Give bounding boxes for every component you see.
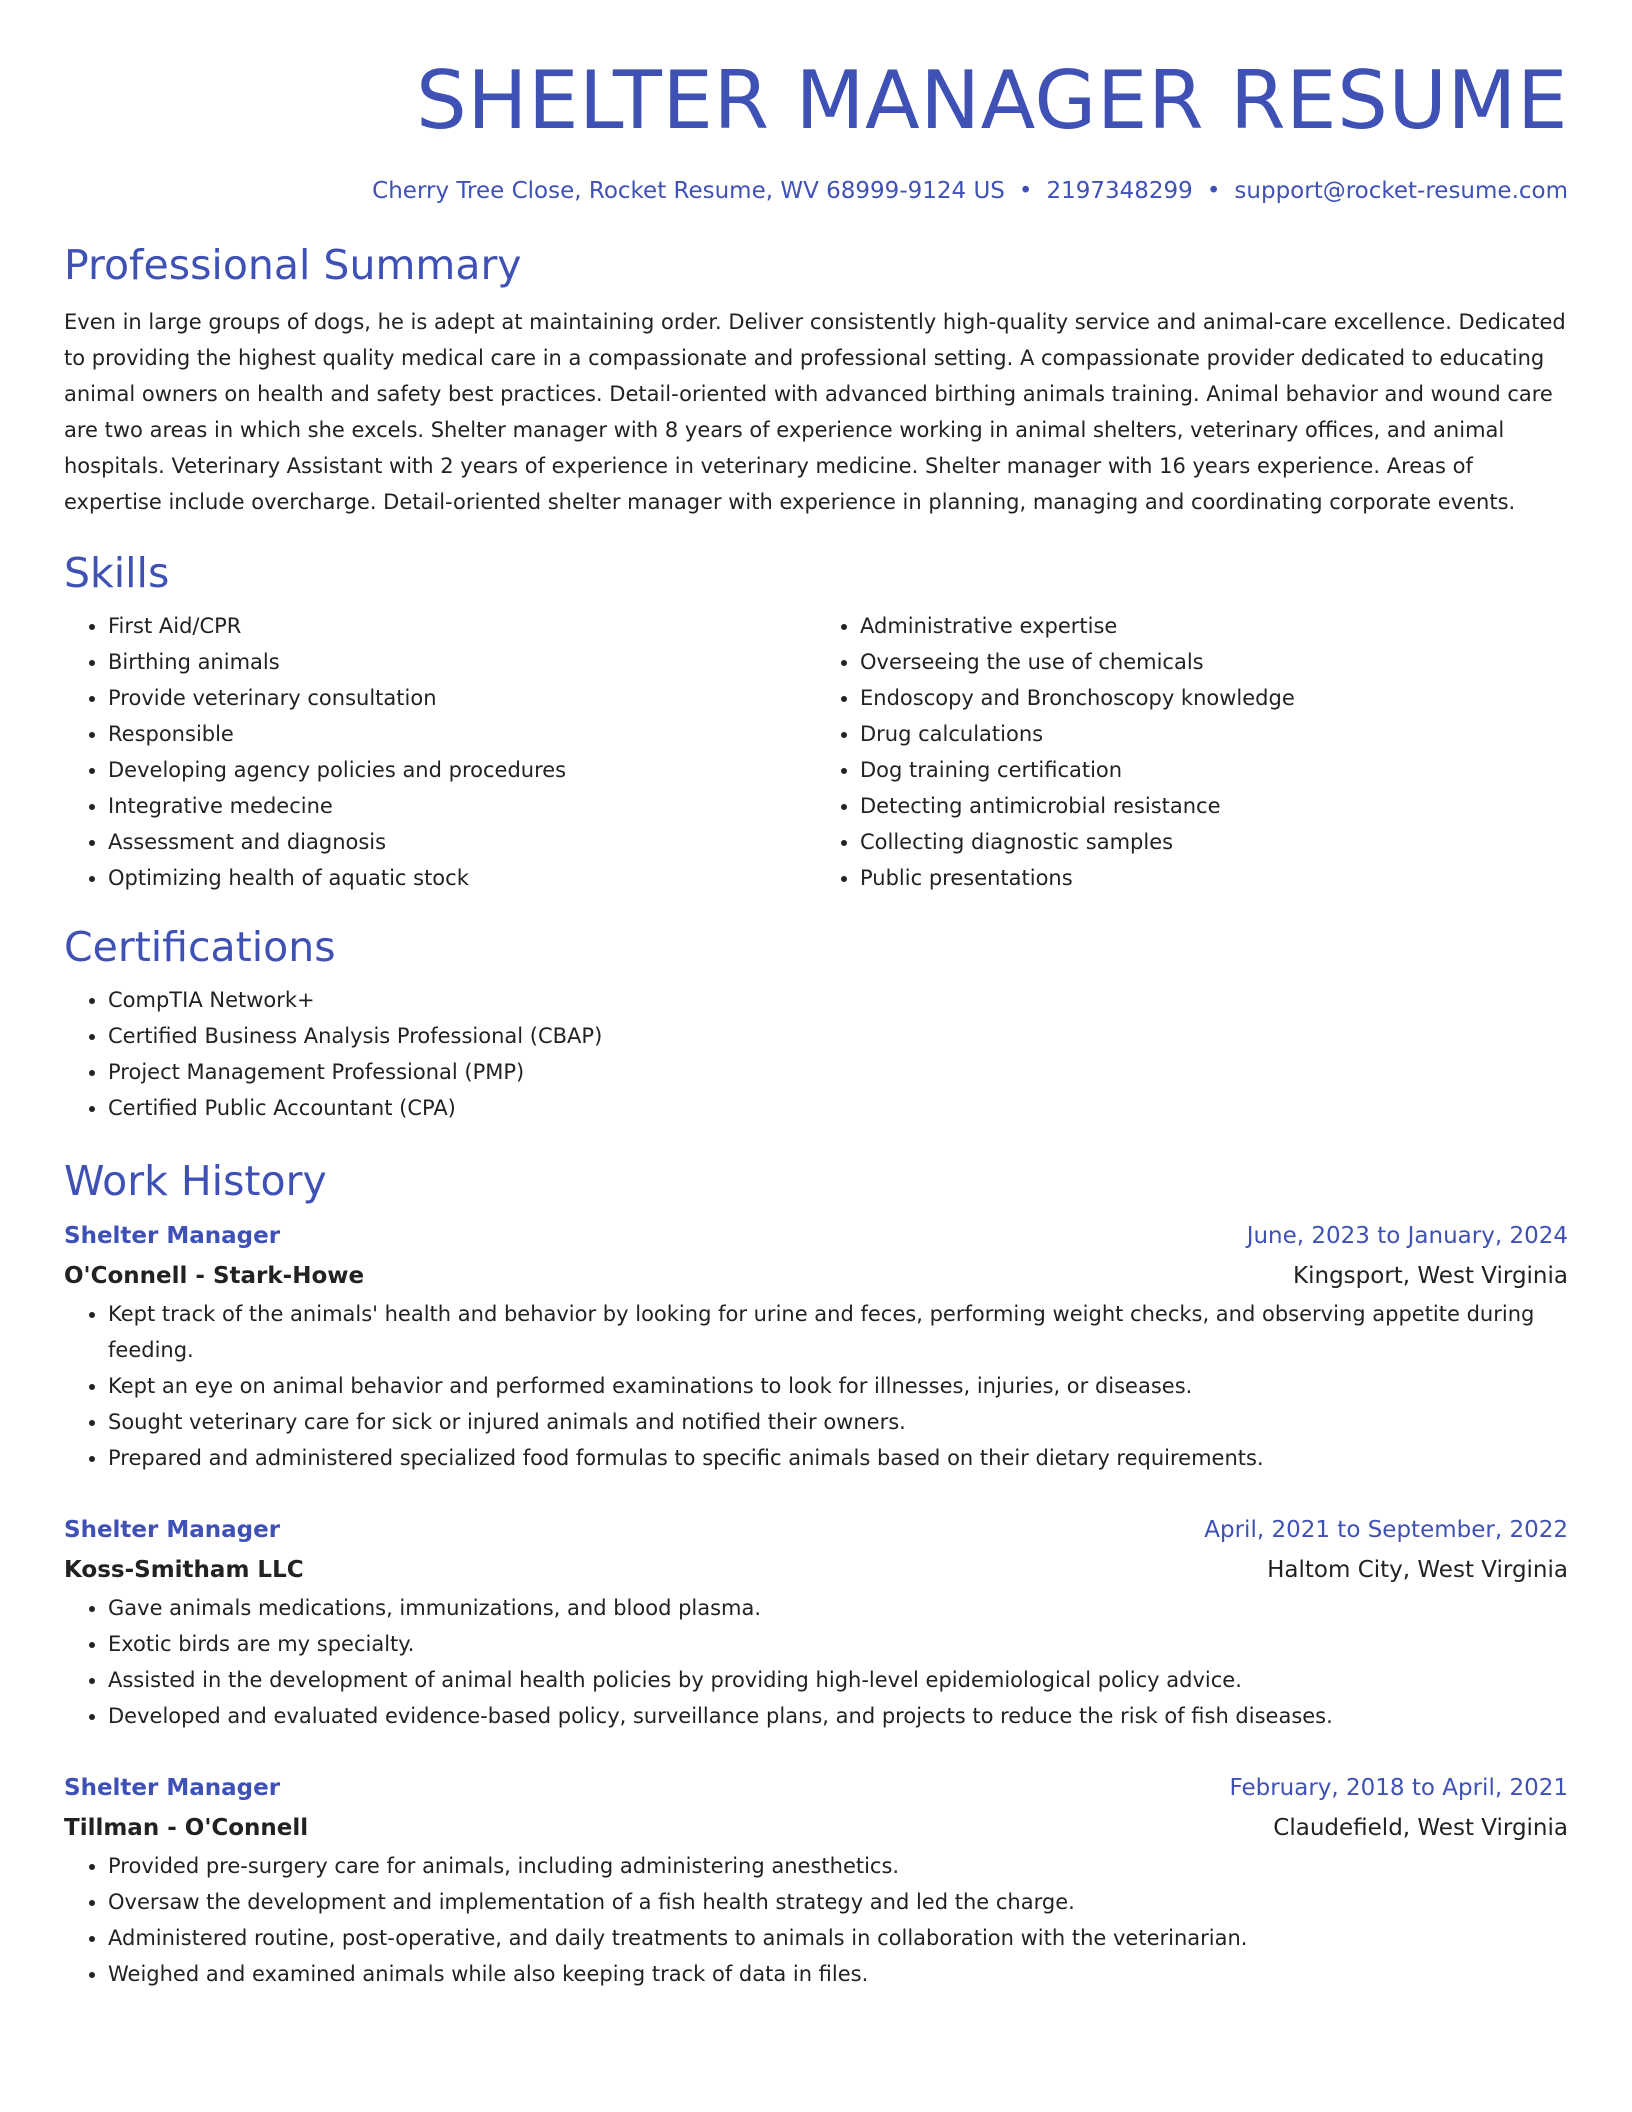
contact-address: Cherry Tree Close, Rocket Resume, WV 68999-9124 US <box>372 178 1005 204</box>
skill-item: • Assessment and diagnosis <box>108 824 816 860</box>
skill-item: • Integrative medecine <box>108 788 816 824</box>
skill-item: • Public presentations <box>860 860 1568 896</box>
skill-item: • Collecting diagnostic samples <box>860 824 1568 860</box>
contact-email[interactable]: support@rocket-resume.com <box>1234 178 1568 204</box>
skill-item: • Detecting antimicrobial resistance <box>860 788 1568 824</box>
job-location: Claudefield, West Virginia <box>1273 1815 1568 1841</box>
contact-phone: 2197348299 <box>1046 178 1193 204</box>
job-company: O'Connell - Stark-Howe <box>64 1263 365 1289</box>
job-entry <box>64 1510 1568 1734</box>
certifications-heading: Certifications <box>64 923 336 971</box>
skills-column-left <box>64 608 816 896</box>
certification-item: • Project Management Professional (PMP) <box>108 1054 1568 1090</box>
job-bullet: • Provided pre-surgery care for animals, including administering anesthetics. <box>108 1848 1568 1884</box>
contact-line <box>64 176 1568 206</box>
skills-section <box>64 548 1568 896</box>
skills-list-right <box>816 608 1568 896</box>
job-header-row <box>64 1768 1568 1808</box>
skills-column-right <box>816 608 1568 896</box>
job-entry <box>64 1768 1568 1992</box>
job-company-row <box>64 1256 1568 1296</box>
job-bullets <box>64 1848 1568 1992</box>
job-company-row <box>64 1808 1568 1848</box>
skill-item: • Endoscopy and Bronchoscopy knowledge <box>860 680 1568 716</box>
skills-heading: Skills <box>64 549 170 597</box>
work-history-section <box>64 1156 1568 1992</box>
summary-heading: Professional Summary <box>64 241 522 289</box>
job-header-row <box>64 1216 1568 1256</box>
summary-section <box>64 240 1568 520</box>
job-location: Haltom City, West Virginia <box>1267 1557 1568 1583</box>
contact-separator: • <box>1206 178 1221 204</box>
job-company: Tillman - O'Connell <box>64 1815 309 1841</box>
job-header-row <box>64 1510 1568 1550</box>
job-location: Kingsport, West Virginia <box>1293 1263 1568 1289</box>
job-bullet: • Sought veterinary care for sick or injured animals and notified their owners. <box>108 1404 1568 1440</box>
skills-list-left <box>64 608 816 896</box>
job-bullet: • Exotic birds are my specialty. <box>108 1626 1568 1662</box>
job-dates: February, 2018 to April, 2021 <box>1229 1775 1568 1801</box>
skill-item: • Dog training certification <box>860 752 1568 788</box>
job-role: Shelter Manager <box>64 1775 281 1801</box>
page-title: SHELTER MANAGER RESUME <box>416 54 1568 147</box>
job-bullet: • Weighed and examined animals while also keeping track of data in files. <box>108 1956 1568 1992</box>
skill-item: • First Aid/CPR <box>108 608 816 644</box>
certification-item: • Certified Business Analysis Professional (CBAP) <box>108 1018 1568 1054</box>
certifications-list <box>64 982 1568 1126</box>
job-bullet: • Kept an eye on animal behavior and performed examinations to look for illnesses, injuries, or diseases. <box>108 1368 1568 1404</box>
skill-item: • Birthing animals <box>108 644 816 680</box>
skill-item: • Overseeing the use of chemicals <box>860 644 1568 680</box>
certifications-section <box>64 922 1568 1126</box>
skill-item: • Provide veterinary consultation <box>108 680 816 716</box>
job-bullets <box>64 1296 1568 1476</box>
job-role: Shelter Manager <box>64 1223 281 1249</box>
job-bullet: • Gave animals medications, immunizations, and blood plasma. <box>108 1590 1568 1626</box>
job-bullet: • Developed and evaluated evidence-based policy, surveillance plans, and projects to reduce the risk of fish diseases. <box>108 1698 1568 1734</box>
job-role: Shelter Manager <box>64 1517 281 1543</box>
certification-item: • Certified Public Accountant (CPA) <box>108 1090 1568 1126</box>
skill-item: • Drug calculations <box>860 716 1568 752</box>
job-bullet: • Prepared and administered specialized food formulas to specific animals based on their dietary requirements. <box>108 1440 1568 1476</box>
job-bullet: • Assisted in the development of animal health policies by providing high-level epidemiological policy advice. <box>108 1662 1568 1698</box>
job-dates: June, 2023 to January, 2024 <box>1246 1223 1568 1249</box>
work-history-heading: Work History <box>64 1157 327 1205</box>
job-bullet: • Administered routine, post-operative, and daily treatments to animals in collaboration with the veterinarian. <box>108 1920 1568 1956</box>
job-bullet: • Oversaw the development and implementation of a fish health strategy and led the charge. <box>108 1884 1568 1920</box>
certification-item: • CompTIA Network+ <box>108 982 1568 1018</box>
skill-item: • Optimizing health of aquatic stock <box>108 860 816 896</box>
skill-item: • Responsible <box>108 716 816 752</box>
skill-item: • Developing agency policies and procedures <box>108 752 816 788</box>
job-entry <box>64 1216 1568 1476</box>
summary-text: Even in large groups of dogs, he is adept at maintaining order. Deliver consistently high-quality service and animal-care excellence. Dedicated to providing the highest quality medical care in a compassionate and professional setting. A compassionate provider dedicated to educating animal owners on health and safety best practices. Detail-oriented with advanced birthing animals training. Animal behavior and wound care are two areas in which she excels. Shelter manager with 8 years of experience working in animal shelters, veterinary offices, and animal hospitals. Veterinary Assistant with 2 years of experience in veterinary medicine. Shelter manager with 16 years experience. Areas of expertise include overcharge. Detail-oriented shelter manager with experience in planning, managing and coordinating corporate events. <box>64 310 1566 514</box>
job-bullet: • Kept track of the animals' health and behavior by looking for urine and feces, performing weight checks, and observing appetite during feeding. <box>108 1296 1568 1368</box>
job-dates: April, 2021 to September, 2022 <box>1204 1517 1568 1543</box>
job-company: Koss-Smitham LLC <box>64 1557 304 1583</box>
skill-item: • Administrative expertise <box>860 608 1568 644</box>
job-company-row <box>64 1550 1568 1590</box>
job-bullets <box>64 1590 1568 1734</box>
skills-grid <box>64 608 1568 896</box>
contact-separator: • <box>1018 178 1033 204</box>
